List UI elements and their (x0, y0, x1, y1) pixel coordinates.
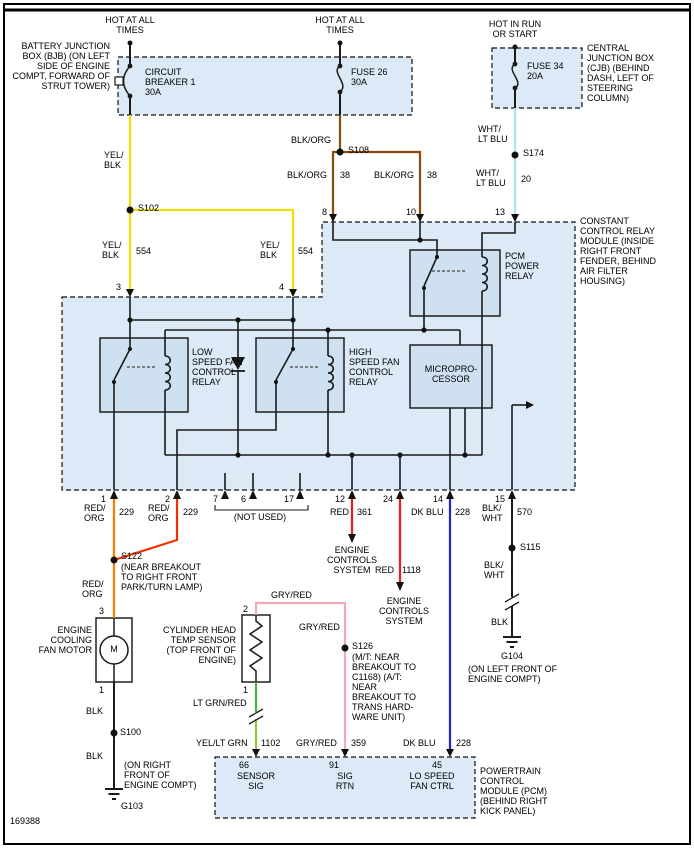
feed-label-left: HOT AT ALL TIMES (105, 15, 155, 35)
wire-label-yel-lt-grn: YEL/LT GRN (196, 738, 248, 748)
circuit-361: 361 (357, 507, 373, 517)
engine-controls-system-a: ENGINE CONTROLS SYSTEM (326, 545, 377, 575)
ccrm-pin-10: 10 (406, 207, 417, 217)
wire-label-yel-blk-a: YEL/ BLK (104, 150, 124, 170)
ccrm-pin-7: 7 (213, 494, 219, 504)
wire-label-dk-blu-b: DK BLU (403, 738, 436, 748)
ccrm-pin-12: 12 (335, 494, 346, 504)
wire-label-blk-wht-a: BLK/ WHT (482, 503, 503, 523)
high-speed-relay-box (256, 338, 344, 412)
not-used-bracket (215, 505, 308, 510)
fuse26-label: FUSE 26 30A (351, 67, 388, 87)
splice-s122-note: (NEAR BREAKOUT TO RIGHT FRONT PARK/TURN LAMP) (121, 562, 203, 592)
wire-label-lt-grn-red: LT GRN/RED (193, 698, 247, 708)
pcm-note: POWERTRAIN CONTROL MODULE (PCM) (BEHIND RIGHT KICK PANEL) (480, 766, 548, 816)
wire-label-red-org-b: RED/ ORG (148, 503, 170, 523)
wire-label-blk-wht-b: BLK/ WHT (484, 560, 505, 580)
circuit-229-a: 229 (119, 507, 135, 517)
ground-g103-symbol (105, 789, 123, 799)
circuit-229-b: 229 (183, 507, 199, 517)
splice-s100-label: S100 (120, 727, 142, 737)
splice-s174-label: S174 (523, 148, 545, 158)
pcm-pin-91: 91 (329, 760, 340, 770)
splice-s122-dot (111, 557, 118, 564)
ccrm-pin-24: 24 (383, 494, 394, 504)
feed-label-right: HOT IN RUN OR START (488, 19, 542, 39)
wire-label-blk-org-b: BLK/ORG (287, 170, 328, 180)
ccrm-pin-8: 8 (322, 207, 328, 217)
pcm-lo-speed-fan-ctrl-label: LO SPEED FAN CTRL (409, 771, 455, 791)
ground-g104-label: G104 (501, 651, 524, 661)
pcm-pin-45: 45 (432, 760, 443, 770)
circuit-554-left: 554 (136, 246, 152, 256)
ccrm-pin-13: 13 (495, 207, 506, 217)
ground-g103-note: (ON RIGHT FRONT OF ENGINE COMPT) (124, 760, 197, 790)
circuit-554-right: 554 (298, 246, 314, 256)
pcm-sig-rtn-label: SIG RTN (335, 771, 355, 791)
drawing-number: 169388 (10, 816, 41, 826)
circuit-1102: 1102 (261, 738, 281, 748)
splice-s115-label: S115 (520, 542, 541, 552)
bjb-note: BATTERY JUNCTION BOX (BJB) (ON LEFT SIDE OF ENGINE COMPT, FORWARD OF STRUT TOWER) (12, 41, 110, 91)
motor-m-symbol: M (110, 644, 118, 654)
wire-label-blk-org-c: BLK/ORG (374, 170, 415, 180)
ground-g104-symbol (503, 637, 521, 647)
fuse34-label: FUSE 34 20A (527, 61, 564, 81)
wire-label-red-b: RED (375, 565, 395, 575)
wire-label-blk-org-a: BLK/ORG (291, 135, 332, 145)
ccrm-pin-2: 2 (165, 494, 171, 504)
wire-label-blk-c: BLK (491, 617, 509, 627)
ccrm-pin-4: 4 (279, 282, 285, 292)
ccrm-note: CONSTANT CONTROL RELAY MODULE (INSIDE RIGHT FRONT FENDER, BEHIND AIR FILTER HOUSING) (580, 216, 657, 286)
wire-label-wht-lt-blu-b: WHT/ LT BLU (476, 168, 506, 188)
cht-sensor-label: CYLINDER HEAD TEMP SENSOR (TOP FRONT OF ENGINE) (162, 625, 236, 665)
ccrm-pin-6: 6 (241, 494, 247, 504)
splice-s108-label: S108 (348, 145, 370, 155)
wire-label-yel-blk-b: YEL/ BLK (102, 240, 122, 260)
not-used-label: (NOT USED) (233, 512, 287, 522)
module-boxes (62, 48, 582, 818)
splice-s122-label: S122 (121, 551, 143, 561)
feed-label-center: HOT AT ALL TIMES (315, 15, 365, 35)
splice-s126-note: (M/T: NEAR BREAKOUT TO C1168) (A/T: NEAR BREAKOUT TO TRANS HARD- WARE UNIT) (352, 652, 417, 722)
splice-s126-label: S126 (352, 641, 374, 651)
motor-pin-3: 3 (99, 606, 105, 616)
ground-g103-label: G103 (121, 801, 144, 811)
cjb-note: CENTRAL JUNCTION BOX (CJB) (BEHIND DASH, LEFT OF STEERING COLUMN) (587, 43, 655, 103)
circuit-228-b: 228 (456, 738, 472, 748)
ccrm-pin-14: 14 (433, 494, 444, 504)
ccrm-pin-1: 1 (101, 494, 107, 504)
wire-label-dk-blu-a: DK BLU (411, 507, 444, 517)
engine-controls-system-b: ENGINE CONTROLS SYSTEM (378, 596, 429, 626)
wire-label-yel-blk-c: YEL/ BLK (260, 240, 280, 260)
ccrm-pin-3: 3 (116, 282, 122, 292)
ccrm-pin-17: 17 (284, 494, 295, 504)
sensor-pin-2: 2 (243, 604, 249, 614)
wire-blk-org-38-left (333, 152, 340, 221)
circuit-359: 359 (351, 738, 367, 748)
splice-s115-dot (509, 545, 516, 552)
circuit-570: 570 (517, 507, 533, 517)
splice-s126-dot (342, 645, 349, 652)
wire-label-wht-lt-blu-a: WHT/ LT BLU (478, 124, 508, 144)
wire-label-blk-a: BLK (86, 706, 104, 716)
low-speed-relay-label: LOW SPEED FAN CONTROL RELAY (192, 347, 243, 387)
splice-s174-dot (512, 152, 519, 159)
splice-s102-label: S102 (138, 203, 160, 213)
splice-s102-dot (127, 207, 134, 214)
circuit-20: 20 (521, 174, 532, 184)
circuit-breaker-label: CIRCUIT BREAKER 1 30A (145, 67, 196, 97)
circuit-1118: 1118 (402, 565, 421, 575)
feed-dot-left (128, 41, 133, 46)
feed-dot-right (513, 45, 518, 50)
splice-s100-dot (111, 730, 118, 737)
splice-s108-dot (337, 149, 344, 156)
wire-label-red-org-a: RED/ ORG (84, 503, 106, 523)
wire-label-blk-b: BLK (86, 751, 104, 761)
wire-label-red-org-c: RED/ ORG (82, 579, 104, 599)
fan-motor-label: ENGINE COOLING FAN MOTOR (38, 625, 92, 655)
wire-label-gry-red-c: GRY/RED (296, 738, 337, 748)
circuit-38-right: 38 (427, 170, 438, 180)
microprocessor-label: MICROPRO- CESSOR (424, 364, 478, 384)
pcm-pin-66: 66 (239, 760, 250, 770)
wire-label-gry-red-b: GRY/RED (299, 622, 340, 632)
high-speed-relay-label: HIGH SPEED FAN CONTROL RELAY (349, 347, 400, 387)
wire-label-gry-red-a: GRY/RED (271, 590, 312, 600)
circuit-38-left: 38 (340, 170, 351, 180)
motor-pin-1: 1 (99, 685, 105, 695)
sensor-pin-1: 1 (243, 685, 249, 695)
ground-g104-note: (ON LEFT FRONT OF ENGINE COMPT) (468, 664, 558, 684)
pcm-sensor-sig-label: SENSOR SIG (236, 771, 275, 791)
pcm-power-relay-label: PCM POWER RELAY (505, 251, 540, 281)
feed-dot-center (338, 41, 343, 46)
wire-label-red-a: RED (330, 507, 350, 517)
circuit-228-a: 228 (455, 507, 471, 517)
ccrm-pin-15: 15 (495, 494, 506, 504)
